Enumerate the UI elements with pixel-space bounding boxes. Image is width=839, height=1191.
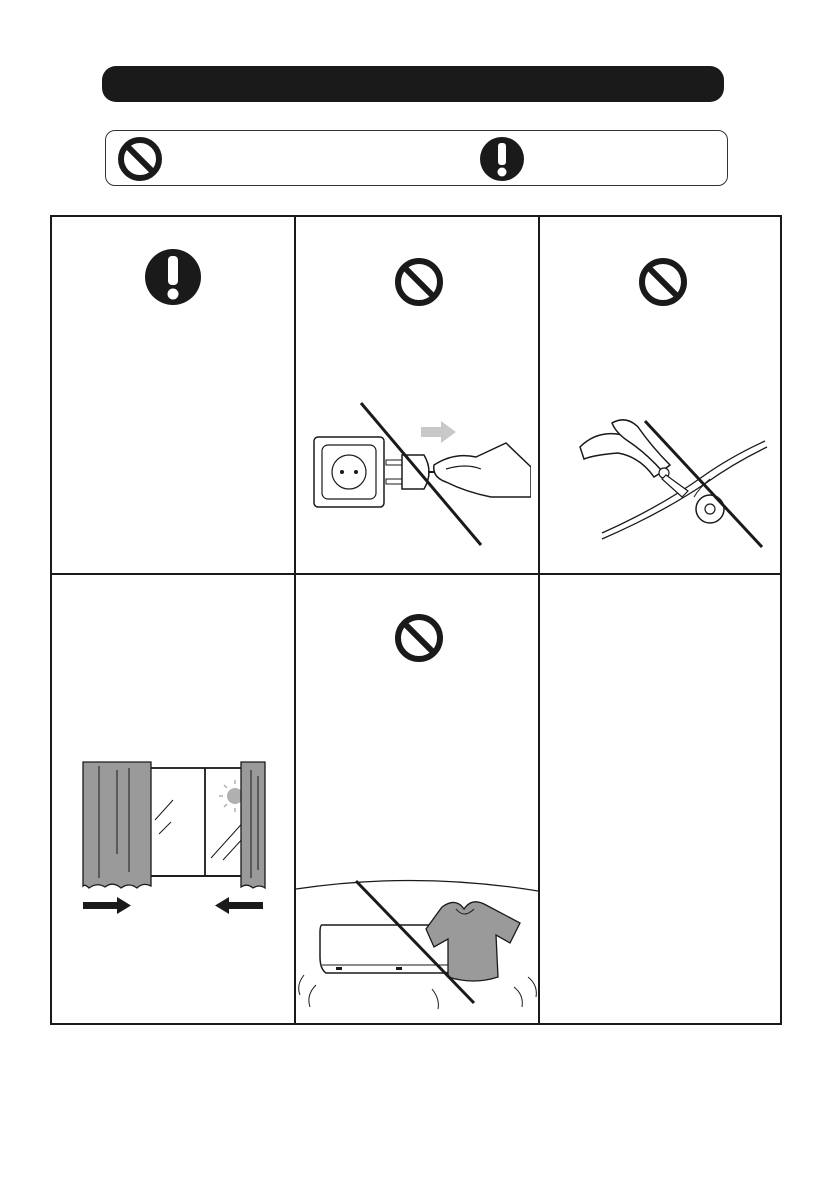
cell-mandatory [52,217,294,573]
cell-no-clothes [296,575,538,1023]
cell-close-curtains [52,575,294,1023]
safety-grid [50,215,782,1025]
symbol-legend [105,130,728,186]
mandatory-icon [143,247,203,307]
mandatory-icon [478,135,526,183]
section-title-bar [102,66,724,102]
cell-empty [540,575,780,1023]
unplug-illustration [306,397,531,547]
prohibited-icon [636,255,690,309]
cell-unplug-cord [296,217,538,573]
prohibited-icon [392,255,446,309]
cell-cut-cord [540,217,780,573]
prohibited-icon [116,135,164,183]
curtains-illustration [77,760,272,920]
prohibited-icon [392,611,446,665]
pliers-illustration [570,417,770,552]
ac-unit-illustration [296,867,538,1017]
